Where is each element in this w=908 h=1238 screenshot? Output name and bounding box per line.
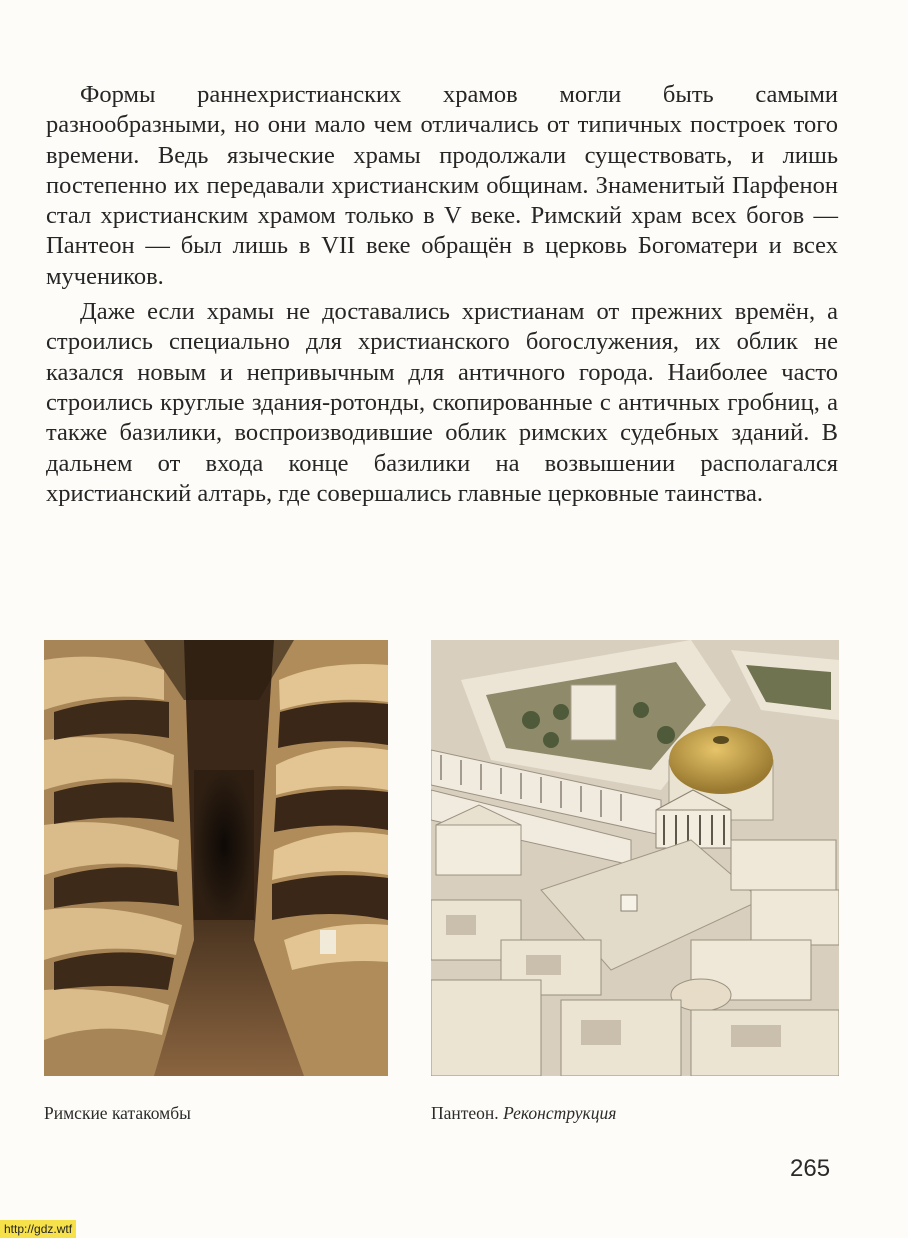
paragraph-1: Формы раннехристианских храмов могли быть самыми разнообразными, но они мало чем отличались от типичных построек того времени. Ведь языческие храмы продолжали существовать, и лишь постепенно их передавали христианским общинам. Знаменитый Парфенон стал христианским храмом только в V веке. Римский храм всех богов — Пантеон — был лишь в VII веке обращён в церковь Богоматери и всех мучеников. bbox=[46, 81, 838, 290]
pantheon-caption-main: Пантеон. bbox=[431, 1103, 499, 1123]
page-number: 265 bbox=[790, 1155, 831, 1182]
pantheon-model-photo bbox=[431, 640, 839, 1076]
pantheon-caption bbox=[431, 1103, 616, 1124]
pantheon-caption-italic: Реконструкция bbox=[503, 1103, 617, 1123]
body-text bbox=[46, 80, 838, 509]
catacombs-photo bbox=[44, 640, 388, 1076]
paragraph-2: Даже если храмы не доставались христианам от прежних времён, а строились специально для христианского богослужения, их облик не казался новым и непривычным для античного города. Наиболее часто строились круглые здания-ротонды, скопированные с античных гробниц, а также базилики, воспроизводившие облик римских судебных зданий. В дальнем от входа конце базилики на возвышении располагался христианский алтарь, где совершались главные церковные таинства. bbox=[46, 298, 838, 507]
catacombs-caption: Римские катакомбы bbox=[44, 1103, 191, 1123]
watermark-link[interactable]: http://gdz.wtf bbox=[0, 1220, 76, 1238]
